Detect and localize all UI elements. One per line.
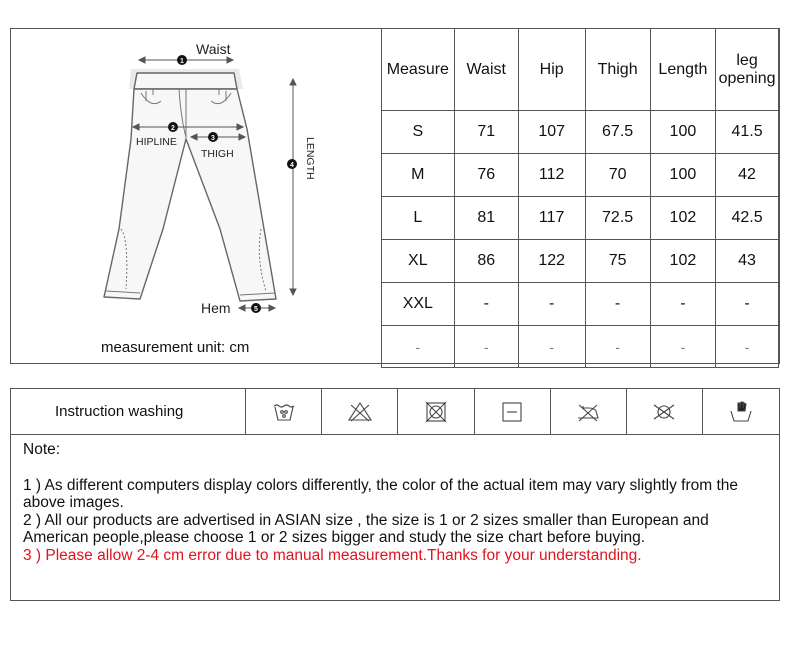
label-hem: Hem <box>201 300 231 316</box>
table-cell: - <box>454 283 518 326</box>
table-cell: L <box>382 197 455 240</box>
table-cell: - <box>716 283 779 326</box>
table-row <box>382 154 779 197</box>
header-cell: leg opening <box>716 29 779 111</box>
svg-text:5: 5 <box>254 306 258 313</box>
table-cell: - <box>454 326 518 368</box>
pants-diagram <box>11 29 381 363</box>
table-row <box>382 197 779 240</box>
table-cell: 72.5 <box>585 197 650 240</box>
svg-text:4: 4 <box>290 162 294 169</box>
table-cell: 112 <box>518 154 585 197</box>
header-cell: Thigh <box>585 29 650 111</box>
svg-text:3: 3 <box>211 135 215 142</box>
table-cell: - <box>585 326 650 368</box>
note-item-2: 2 ) All our products are advertised in ASIAN size , the size is 1 or 2 sizes smaller than European and American people,please choose 1 or 2 sizes bigger and study the size chart before buying. <box>23 511 709 546</box>
table-cell: 81 <box>454 197 518 240</box>
notes-section <box>23 441 773 564</box>
table-cell: 42 <box>716 154 779 197</box>
table-cell: - <box>650 283 715 326</box>
table-row <box>382 111 779 154</box>
care-notes-panel <box>10 388 780 601</box>
table-cell: 102 <box>650 197 715 240</box>
table-cell: - <box>585 283 650 326</box>
table-cell: 117 <box>518 197 585 240</box>
do-not-dry-clean-icon <box>627 389 703 434</box>
svg-text:1: 1 <box>180 58 184 65</box>
do-not-bleach-icon <box>322 389 398 434</box>
washing-label: Instruction washing <box>11 389 246 434</box>
label-thigh: THIGH <box>201 148 234 160</box>
table-cell: 102 <box>650 240 715 283</box>
line-dry-icon <box>475 389 551 434</box>
label-hipline: HIPLINE <box>136 136 177 148</box>
table-cell: S <box>382 111 455 154</box>
table-cell: - <box>650 326 715 368</box>
table-cell: 67.5 <box>585 111 650 154</box>
iron-low-icon <box>551 389 627 434</box>
header-cell: Length <box>650 29 715 111</box>
table-cell: 75 <box>585 240 650 283</box>
table-cell: 70 <box>585 154 650 197</box>
table-row <box>382 283 779 326</box>
table-cell: 100 <box>650 111 715 154</box>
washing-instructions-row <box>11 389 779 435</box>
measurement-unit-note: measurement unit: cm <box>101 339 250 356</box>
table-cell: 86 <box>454 240 518 283</box>
svg-text:2: 2 <box>171 125 175 132</box>
hand-wash-icon <box>703 389 779 434</box>
note-item-1: 1 ) As different computers display colors differently, the color of the actual item may vary slightly from the above images. <box>23 476 739 511</box>
table-cell: - <box>518 283 585 326</box>
size-table <box>381 28 779 368</box>
table-cell: 107 <box>518 111 585 154</box>
header-cell: Hip <box>518 29 585 111</box>
table-cell: 76 <box>454 154 518 197</box>
table-cell: XL <box>382 240 455 283</box>
notes-title: Note: <box>23 441 61 458</box>
table-cell: - <box>518 326 585 368</box>
table-cell: M <box>382 154 455 197</box>
header-cell: Measure <box>382 29 455 111</box>
table-row <box>382 240 779 283</box>
do-not-tumble-dry-icon <box>398 389 474 434</box>
table-cell: 100 <box>650 154 715 197</box>
note-item-3: 3 ) Please allow 2-4 cm error due to manual measurement.Thanks for your understanding. <box>23 546 642 564</box>
label-length: LENGTH <box>304 137 316 180</box>
table-cell: XXL <box>382 283 455 326</box>
table-row <box>382 326 779 368</box>
header-cell: Waist <box>454 29 518 111</box>
table-cell: 122 <box>518 240 585 283</box>
size-chart-panel <box>10 28 780 364</box>
table-header-row <box>382 29 779 111</box>
label-waist: Waist <box>196 41 231 57</box>
wash-30-icon <box>246 389 322 434</box>
table-cell: 42.5 <box>716 197 779 240</box>
table-cell: 71 <box>454 111 518 154</box>
table-cell: - <box>716 326 779 368</box>
table-cell: 41.5 <box>716 111 779 154</box>
table-cell: 43 <box>716 240 779 283</box>
table-cell: - <box>382 326 455 368</box>
